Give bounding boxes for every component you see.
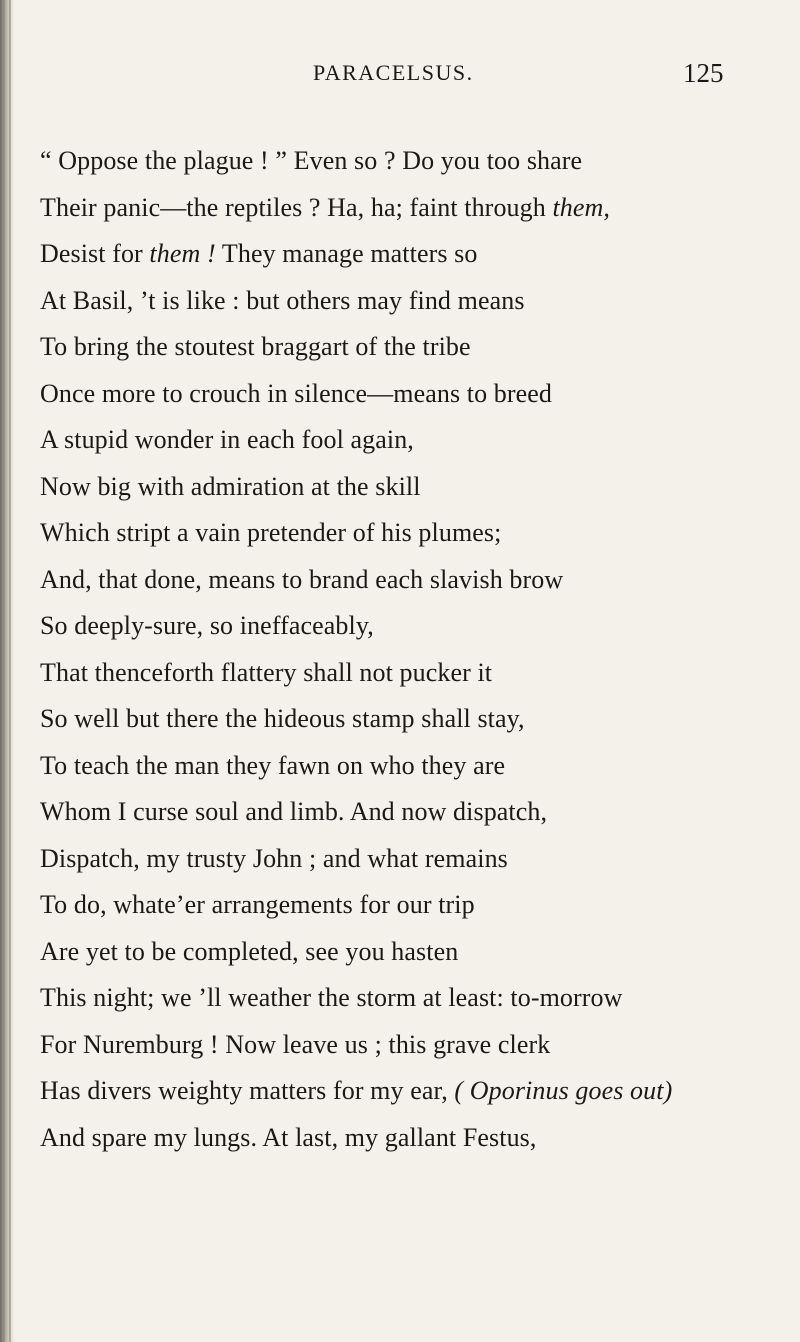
verse-text-segment: This night; we ’ll weather the storm at least: to-morrow xyxy=(40,983,623,1012)
verse-text-segment: Once more to crouch in silence—means to breed xyxy=(40,378,553,408)
verse-text-segment: Now big with admiration at the skill xyxy=(40,471,421,501)
verse-line xyxy=(40,278,800,325)
verse-line xyxy=(40,1115,800,1162)
verse-text-segment: That thenceforth flattery shall not pucker it xyxy=(40,657,493,687)
verse-line xyxy=(40,650,800,697)
verse-text-segment: So deeply-sure, so ineffaceably, xyxy=(40,611,374,640)
verse-line xyxy=(40,185,800,232)
verse-italic-text: them, xyxy=(552,192,610,222)
verse-text-segment: For Nuremburg ! Now leave us ; this grave clerk xyxy=(40,1029,551,1059)
verse-line xyxy=(40,603,800,650)
running-head: PARACELSUS. xyxy=(313,60,474,85)
verse-text-segment: So well but there the hideous stamp shall stay, xyxy=(40,704,525,733)
verse-text-segment: At Basil, ’t is like : but others may find means xyxy=(40,285,525,315)
verse-text-segment: Are yet to be completed, see you hasten xyxy=(40,936,459,966)
verse-text-segment: “ Oppose the plague ! ” Even so ? Do you too share xyxy=(40,146,583,175)
verse-line xyxy=(40,464,800,511)
verse-line xyxy=(40,510,800,557)
verse-line xyxy=(40,231,800,278)
verse-line xyxy=(40,975,800,1022)
verse-text-segment: To bring the stoutest braggart of the tribe xyxy=(40,332,471,361)
verse-line xyxy=(40,371,800,418)
verse-text-segment: Dispatch, my trusty John ; and what remains xyxy=(40,843,508,873)
verse-text-segment: And spare my lungs. At last, my gallant Festus, xyxy=(40,1122,537,1152)
verse-line xyxy=(40,882,800,929)
verse-text-segment: Which stript a vain pretender of his plumes; xyxy=(40,518,502,547)
verse-text-segment: They manage matters so xyxy=(215,239,478,268)
binding-edge-line xyxy=(3,0,5,1342)
page-number: 125 xyxy=(683,58,724,88)
verse-line xyxy=(40,138,800,185)
verse-italic-text: ( Oporinus goes out) xyxy=(454,1076,673,1105)
verse-line xyxy=(40,1022,800,1069)
verse-line xyxy=(40,789,800,836)
verse-text xyxy=(40,138,800,1161)
binding-edge-line xyxy=(9,0,11,1342)
verse-italic-text: them ! xyxy=(149,239,216,268)
verse-line xyxy=(40,417,800,464)
verse-line xyxy=(40,696,800,743)
verse-line xyxy=(40,324,800,371)
verse-text-segment: Has divers weighty matters for my ear, xyxy=(40,1076,455,1105)
verse-line xyxy=(40,557,800,604)
page-header xyxy=(0,58,800,98)
verse-line xyxy=(40,1068,800,1115)
verse-text-segment: A stupid wonder in each fool again, xyxy=(40,425,414,454)
verse-line xyxy=(40,743,800,790)
verse-text-segment: To teach the man they fawn on who they are xyxy=(40,750,506,780)
verse-text-segment: Whom I curse soul and limb. And now dispatch, xyxy=(40,797,548,826)
verse-text-segment: Their panic—the reptiles ? Ha, ha; faint through xyxy=(40,192,553,222)
verse-text-segment: Desist for xyxy=(40,239,150,268)
verse-text-segment: And, that done, means to brand each slavish brow xyxy=(40,564,564,594)
verse-text-segment: To do, whate’er arrangements for our trip xyxy=(40,890,475,919)
verse-line xyxy=(40,929,800,976)
verse-line xyxy=(40,836,800,883)
